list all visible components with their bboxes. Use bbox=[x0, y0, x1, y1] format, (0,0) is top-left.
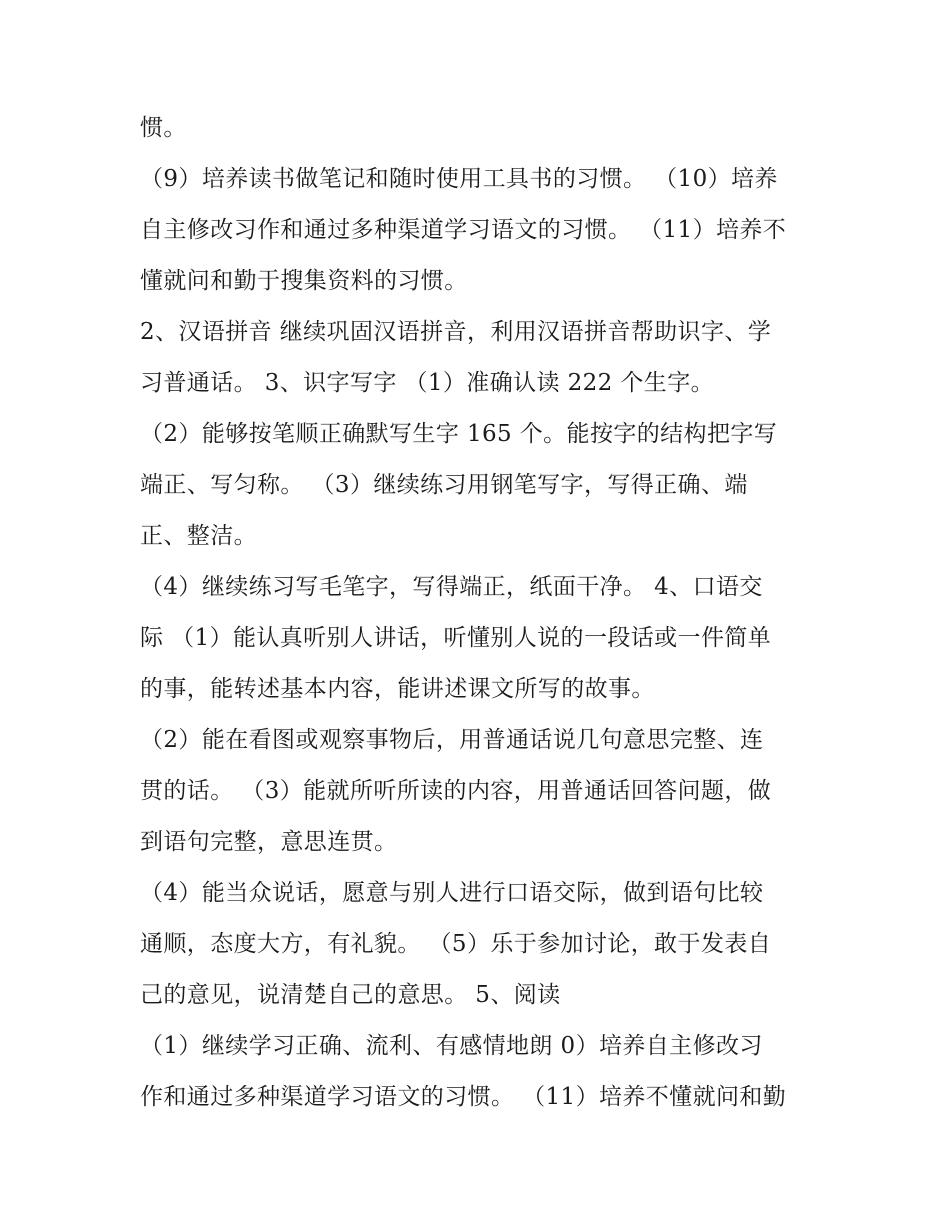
text-line: 惯。 bbox=[140, 115, 187, 141]
text-line: 际 （1）能认真听别人讲话，听懂别人说的一段话或一件简单 bbox=[140, 625, 772, 651]
text-line: 己的意见，说清楚自己的意思。 5、阅读 bbox=[140, 982, 561, 1008]
text-line: （4）能当众说话，愿意与别人进行口语交际，做到语句比较 bbox=[140, 880, 764, 906]
text-line: 贯的话。 （3）能就所听所读的内容，用普通话回答问题，做 bbox=[140, 778, 772, 804]
text-line: 通顺，态度大方，有礼貌。 （5）乐于参加讨论，敢于发表自 bbox=[140, 931, 772, 957]
text-line: 2、汉语拼音 继续巩固汉语拼音，利用汉语拼音帮助识字、学 bbox=[140, 319, 772, 345]
text-line: 端正、写匀称。 （3）继续练习用钢笔写字，写得正确、端 bbox=[140, 472, 748, 498]
text-line: 懂就问和勤于搜集资料的习惯。 bbox=[140, 268, 468, 294]
text-line: 的事，能转述基本内容，能讲述课文所写的故事。 bbox=[140, 676, 655, 702]
body-text bbox=[140, 103, 830, 1123]
text-line: （4）继续练习写毛笔字，写得端正，纸面干净。 4、口语交 bbox=[140, 574, 763, 600]
text-line: （2）能在看图或观察事物后，用普通话说几句意思完整、连 bbox=[140, 727, 764, 753]
text-line: 到语句完整，意思连贯。 bbox=[140, 829, 398, 855]
text-line: 习普通话。 3、识字写字 （1）准确认读 222 个生字。 bbox=[140, 370, 715, 396]
text-line: 正、整洁。 bbox=[140, 523, 257, 549]
text-line: 作和通过多种渠道学习语文的习惯。 （11）培养不懂就问和勤 bbox=[140, 1084, 787, 1110]
text-line: （9）培养读书做笔记和随时使用工具书的习惯。 （10）培养 bbox=[140, 166, 778, 192]
text-line: （1）继续学习正确、流利、有感情地朗 0）培养自主修改习 bbox=[140, 1033, 763, 1059]
text-line: （2）能够按笔顺正确默写生字 165 个。能按字的结构把字写 bbox=[140, 421, 778, 447]
text-line: 自主修改习作和通过多种渠道学习语文的习惯。 （11）培养不 bbox=[140, 217, 787, 243]
